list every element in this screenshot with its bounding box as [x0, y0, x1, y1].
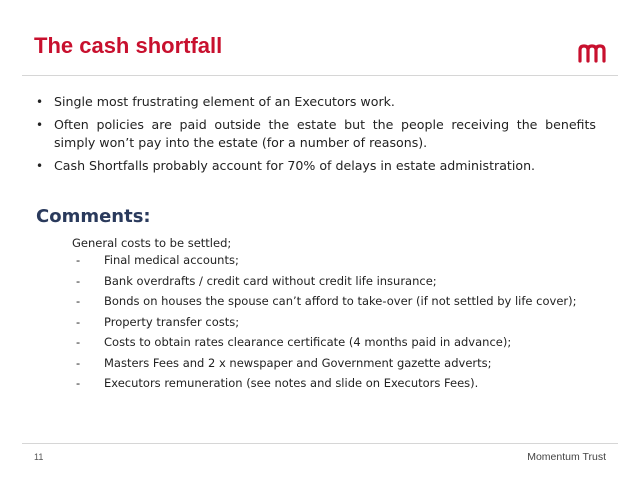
cost-text: Bank overdrafts / credit card without credit life insurance; — [104, 273, 437, 288]
costs-list — [72, 253, 612, 397]
cost-item — [72, 274, 612, 295]
dash-marker: - — [76, 355, 81, 370]
cost-item — [72, 315, 612, 336]
cost-item — [72, 294, 612, 315]
cost-item — [72, 356, 612, 377]
cost-item — [72, 376, 612, 397]
bullet-item — [36, 116, 596, 153]
page-number: 11 — [34, 452, 44, 462]
cost-item — [72, 335, 612, 356]
bullet-dot: • — [36, 117, 44, 132]
bullet-dot: • — [36, 95, 44, 109]
cost-text: Masters Fees and 2 x newspaper and Government gazette adverts; — [104, 355, 492, 370]
comments-heading: Comments: — [36, 206, 151, 227]
cost-text: Costs to obtain rates clearance certificate (4 months paid in advance); — [104, 335, 512, 349]
title-divider — [22, 75, 618, 76]
bullet-dot: • — [36, 158, 44, 173]
bullet-item — [36, 157, 596, 176]
bullet-text: Single most frustrating element of an Executors work. — [54, 94, 395, 109]
dash-marker: - — [76, 335, 81, 349]
cost-text: Bonds on houses the spouse can’t afford to take-over (if not settled by life cover); — [104, 294, 577, 308]
cost-text: Executors remuneration (see notes and slide on Executors Fees). — [104, 376, 479, 390]
dash-marker: - — [76, 294, 81, 308]
bullet-list — [36, 93, 596, 179]
footer-divider — [22, 443, 618, 444]
footer-brand: Momentum Trust — [527, 451, 606, 463]
bullet-item — [36, 93, 596, 112]
dash-marker: - — [76, 273, 81, 288]
cost-item — [72, 253, 612, 274]
cost-text: Final medical accounts; — [104, 253, 239, 267]
dash-marker: - — [76, 314, 81, 329]
momentum-logo-icon — [577, 41, 607, 63]
costs-intro: General costs to be settled; — [72, 236, 232, 250]
slide-title: The cash shortfall — [34, 33, 223, 58]
dash-marker: - — [76, 376, 81, 390]
bullet-text: Cash Shortfalls probably account for 70% of delays in estate administration. — [54, 157, 536, 173]
cost-text: Property transfer costs; — [104, 314, 240, 329]
bullet-text: Often policies are paid outside the estate but the people receiving the benefits simply won’t pay into the estate (for a number of reasons). — [54, 116, 596, 150]
dash-marker: - — [76, 253, 81, 267]
